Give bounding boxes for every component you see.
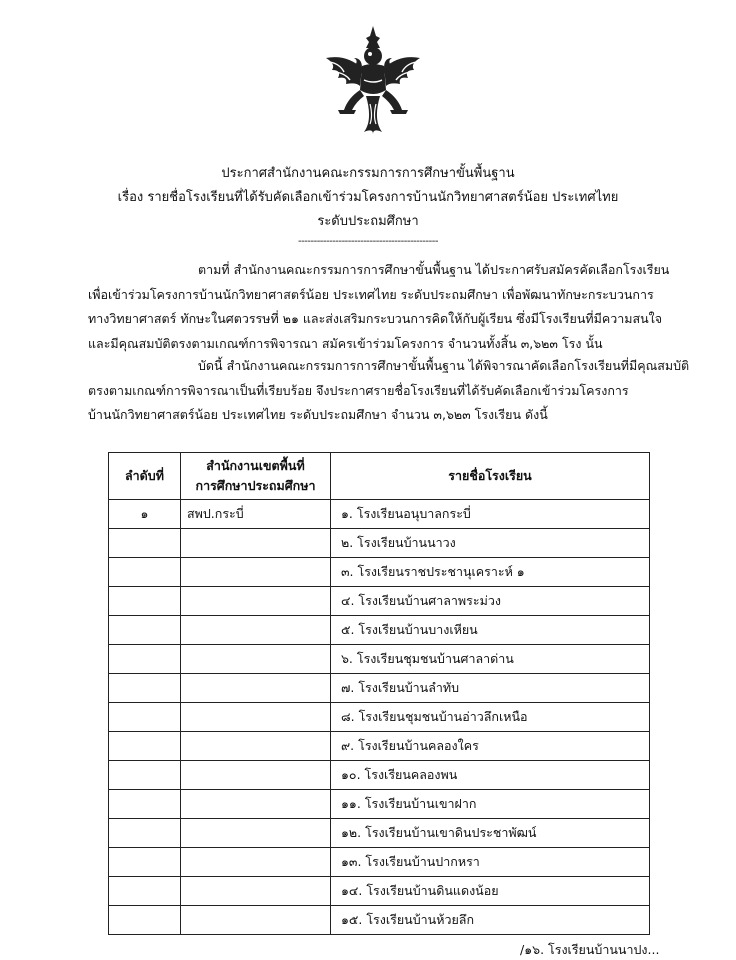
row-office-cell <box>181 645 331 674</box>
body-paragraph-1 <box>88 258 706 356</box>
row-order-cell <box>109 674 181 703</box>
row-order-cell <box>109 616 181 645</box>
row-office-cell <box>181 906 331 935</box>
row-order-cell <box>109 790 181 819</box>
table-row <box>109 587 650 616</box>
row-order-cell <box>109 732 181 761</box>
table-row <box>109 877 650 906</box>
row-office-cell <box>181 877 331 906</box>
row-school-cell: ๓. โรงเรียนราชประชานุเคราะห์ ๑ <box>331 558 650 587</box>
announcement-subject: เรื่อง รายชื่อโรงเรียนที่ได้รับคัดเลือกเข้าร่วมโครงการบ้านนักวิทยาศาสตร์น้อย ประเทศไทย <box>117 190 619 205</box>
paragraph-line: บ้านนักวิทยาศาสตร์น้อย ประเทศไทย ระดับประถมศึกษา จำนวน ๓,๖๒๓ โรงเรียน ดังนี้ <box>88 407 548 422</box>
row-office-cell <box>181 819 331 848</box>
paragraph-line: และมีคุณสมบัติตรงตามเกณฑ์การพิจารณา สมัครเข้าร่วมโครงการ จำนวนทั้งสิ้น ๓,๖๒๓ โรง นั้น <box>88 335 603 351</box>
announcement-level: ระดับประถมศึกษา <box>317 214 419 229</box>
paragraph-line: ทางวิทยาศาสตร์ ทักษะในศตวรรษที่ ๒๑ และส่งเสริมกระบวนการคิดให้กับผู้เรียน ซึ่งมีโรงเรียนที่มีความสนใจ <box>88 311 663 326</box>
row-order-cell <box>109 848 181 877</box>
row-office-cell <box>181 790 331 819</box>
row-order-cell <box>109 761 181 790</box>
row-office-cell <box>181 587 331 616</box>
row-office-cell <box>181 761 331 790</box>
row-school-cell: ๔. โรงเรียนบ้านศาลาพระม่วง <box>331 587 650 616</box>
table-row <box>109 819 650 848</box>
office-header-line-2: การศึกษาประถมศึกษา <box>195 478 316 493</box>
row-school-cell: ๘. โรงเรียนชุมชนบ้านอ่าวลึกเหนือ <box>331 703 650 732</box>
table-row <box>109 558 650 587</box>
row-order-cell <box>109 819 181 848</box>
row-office-cell <box>181 529 331 558</box>
header-separator: --------------------------------------------- <box>298 236 438 247</box>
paragraph-line: เพื่อเข้าร่วมโครงการบ้านนักวิทยาศาสตร์น้อย ประเทศไทย ระดับประถมศึกษา เพื่อพัฒนาทักษะกระบวนการ <box>88 286 654 302</box>
row-office-cell <box>181 732 331 761</box>
table-row <box>109 703 650 732</box>
row-school-cell: ๕. โรงเรียนบ้านบางเหียน <box>331 616 650 645</box>
row-school-cell: ๒. โรงเรียนบ้านนาวง <box>331 529 650 558</box>
row-school-cell: ๑๑. โรงเรียนบ้านเขาฝาก <box>331 790 650 819</box>
row-school-cell: ๑๒. โรงเรียนบ้านเขาดินประชาพัฒน์ <box>331 819 650 848</box>
row-order-cell <box>109 558 181 587</box>
table-row <box>109 500 650 529</box>
row-order-cell <box>109 877 181 906</box>
table-row <box>109 674 650 703</box>
row-school-cell: ๗. โรงเรียนบ้านลำทับ <box>331 674 650 703</box>
row-order-cell <box>109 587 181 616</box>
row-school-cell: ๖. โรงเรียนชุมชนบ้านศาลาด่าน <box>331 645 650 674</box>
column-header-order: ลำดับที่ <box>109 453 181 500</box>
row-school-cell: ๑๐. โรงเรียนคลองพน <box>331 761 650 790</box>
row-school-cell: ๙. โรงเรียนบ้านคลองใคร <box>331 732 650 761</box>
column-header-school: รายชื่อโรงเรียน <box>331 453 650 500</box>
table-row <box>109 761 650 790</box>
row-office-cell <box>181 616 331 645</box>
row-office-cell <box>181 703 331 732</box>
row-school-cell: ๑๕. โรงเรียนบ้านห้วยลึก <box>331 906 650 935</box>
announcement-issuer: ประกาศสำนักงานคณะกรรมการการศึกษาขั้นพื้นฐาน <box>221 166 515 181</box>
school-list-table <box>108 452 650 935</box>
row-order-cell <box>109 703 181 732</box>
row-office-cell <box>181 558 331 587</box>
table-row <box>109 848 650 877</box>
row-school-cell: ๑๓. โรงเรียนบ้านปากหรา <box>331 848 650 877</box>
paragraph-line: ตรงตามเกณฑ์การพิจารณาเป็นที่เรียบร้อย จึงประกาศรายชื่อโรงเรียนที่ได้รับคัดเลือกเข้าร่วมโครงการ <box>88 382 629 398</box>
table-row <box>109 732 650 761</box>
row-order-cell: ๑ <box>109 500 181 529</box>
row-school-cell: ๑๔. โรงเรียนบ้านดินแดงน้อย <box>331 877 650 906</box>
column-header-office <box>181 453 331 500</box>
table-row <box>109 616 650 645</box>
paragraph-line: บัดนี้ สำนักงานคณะกรรมการการศึกษาขั้นพื้นฐาน ได้พิจารณาคัดเลือกโรงเรียนที่มีคุณสมบัติ <box>198 358 690 373</box>
row-office-cell <box>181 848 331 877</box>
table-header-row <box>109 453 650 500</box>
body-paragraph-2 <box>88 354 706 428</box>
row-order-cell <box>109 906 181 935</box>
garuda-emblem-icon <box>318 24 428 136</box>
row-office-cell <box>181 674 331 703</box>
table-row <box>109 906 650 935</box>
continuation-note: /๑๖. โรงเรียนบ้านนาปง... <box>520 942 660 957</box>
table-row <box>109 645 650 674</box>
table-row <box>109 529 650 558</box>
table-row <box>109 790 650 819</box>
paragraph-line: ตามที่ สำนักงานคณะกรรมการการศึกษาขั้นพื้นฐาน ได้ประกาศรับสมัครคัดเลือกโรงเรียน <box>198 262 670 277</box>
row-order-cell <box>109 529 181 558</box>
row-school-cell: ๑. โรงเรียนอนุบาลกระบี่ <box>331 500 650 529</box>
row-order-cell <box>109 645 181 674</box>
row-office-cell: สพป.กระบี่ <box>181 500 331 529</box>
office-header-line-1: สำนักงานเขตพื้นที่ <box>206 458 305 473</box>
